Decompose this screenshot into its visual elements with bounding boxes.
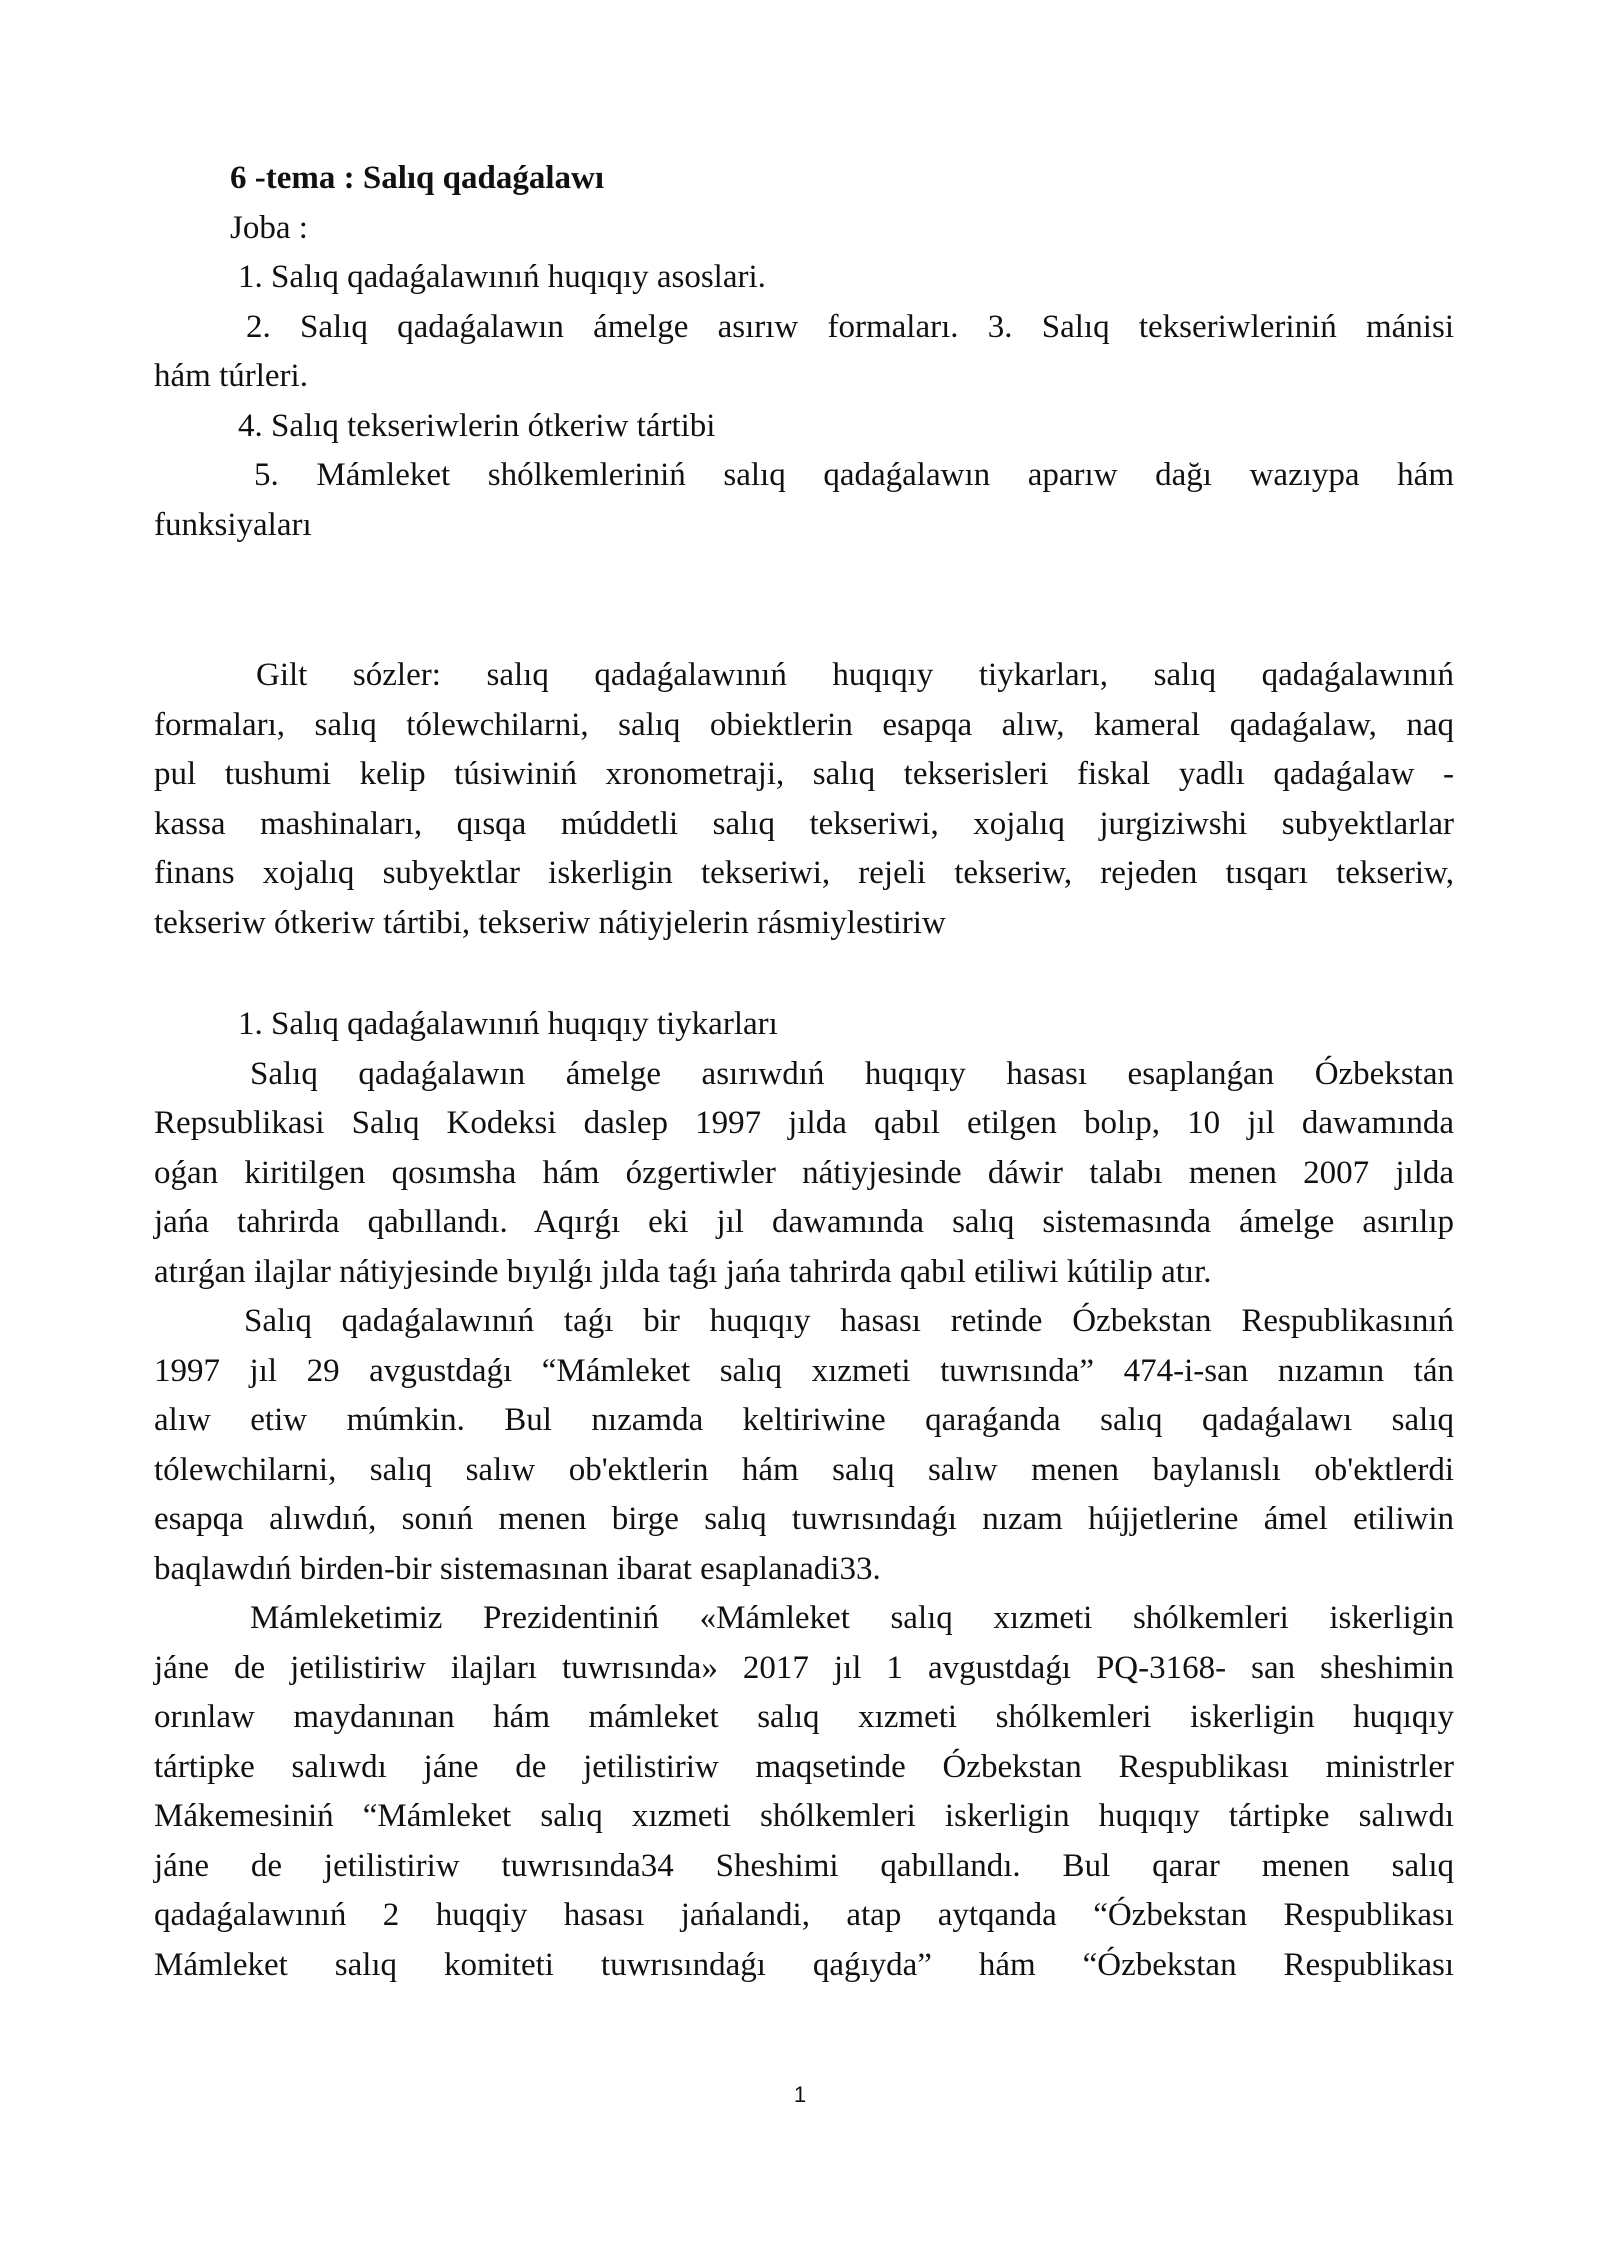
page-number: 1	[793, 2082, 807, 2107]
paragraph-line: jáne de jetilistiriw tuwrısında34 Sheshimi qabıllandı. Bul qarar menen salıq	[154, 1847, 1454, 1884]
paragraph-line: esapqa alıwdıń, sonıń menen birge salıq tuwrısındaǵı nızam hújjetlerine ámel etiliwin	[154, 1501, 1454, 1537]
section-heading: 1. Salıq qadaǵalawınıń huqıqıy tiykarları	[238, 1006, 778, 1042]
plan-item: 1. Salıq qadaǵalawınıń huqıqıy asoslari.	[238, 259, 766, 295]
paragraph-line: qadaǵalawınıń 2 huqqiy hasası jańalandi, atap aytqanda “Ózbekstan Respublikası	[154, 1897, 1454, 1933]
plan-label: Joba :	[230, 209, 308, 246]
plan-item: 5. Mámleket shólkemleriniń salıq qadaǵalawın aparıw dağı wazıypa hám	[254, 457, 1454, 493]
keywords-line: formaları, salıq tólewchilarni, salıq obiektlerin esapqa alıw, kameral qadaǵalaw, naq	[154, 706, 1454, 743]
paragraph-line: Salıq qadaǵalawın ámelge asırıwdıń huqıqıy hasası esaplanǵan Ózbekstan	[250, 1055, 1454, 1092]
plan-item: 2. Salıq qadaǵalawın ámelge asırıw formaları. 3. Salıq tekseriwleriniń mánisi	[246, 308, 1454, 345]
paragraph-line: tártipke salıwdı jáne de jetilistiriw maqsetinde Ózbekstan Respublikası ministrler	[154, 1748, 1454, 1785]
paragraph-line: oǵan kiritilgen qosımsha hám ózgertiwler nátiyjesinde dáwir talabı menen 2007 jılda	[154, 1154, 1454, 1191]
keywords-line: Gilt sózler: salıq qadaǵalawınıń huqıqıy tiykarları, salıq qadaǵalawınıń	[256, 657, 1454, 693]
paragraph-line: alıw etiw múmkin. Bul nızamda keltiriwine qaraǵanda salıq qadaǵalawı salıq	[154, 1402, 1454, 1438]
keywords-section	[154, 651, 1454, 948]
keywords-line: pul tushumi kelip túsiwiniń xronometraji, salıq tekserisleri fiskal yadlı qadaǵalaw -	[154, 756, 1454, 792]
keywords-line: finans xojalıq subyektlar iskerligin tekseriwi, rejeli tekseriw, rejeden tısqarı tekseriw,	[154, 855, 1454, 891]
plan-item-continuation: hám túrleri.	[154, 358, 308, 394]
plan-item: 4. Salıq tekseriwlerin ótkeriw tártibi	[238, 407, 716, 444]
paragraph-line: baqlawdıń birden-bir sistemasınan ibarat esaplanadi33.	[154, 1550, 881, 1587]
paragraph-line: Repsublikasi Salıq Kodeksi daslep 1997 jılda qabıl etilgen bolıp, 10 jıl dawamında	[154, 1105, 1454, 1141]
paragraph-line: atırǵan ilajlar nátiyjesinde bıyılǵı jılda taǵı jańa tahrirda qabıl etiliwi kútilip atır.	[154, 1253, 1212, 1290]
paragraph-line: tólewchilarni, salıq salıw ob'ektlerin hám salıq salıw menen baylanıslı ob'ektlerdi	[154, 1451, 1454, 1488]
plan-item-continuation: funksiyaları	[154, 506, 312, 543]
paragraph-line: jańa tahrirda qabıllandı. Aqırǵı eki jıl dawamında salıq sistemasında ámelge asırılıp	[154, 1204, 1454, 1240]
section-1	[154, 1000, 1454, 1990]
paragraph-line: 1997 jıl 29 avgustdaǵı “Mámleket salıq xızmeti tuwrısında” 474-i-san nızamın tán	[154, 1352, 1454, 1389]
paragraph-line: Mámleketimiz Prezidentiniń «Mámleket salıq xızmeti shólkemleri iskerligin	[250, 1600, 1454, 1636]
page-title: 6 -tema : Salıq qadaǵalawı	[230, 160, 605, 196]
paragraph-line: orınlaw maydanınan hám mámleket salıq xızmeti shólkemleri iskerligin huqıqıy	[154, 1699, 1454, 1735]
paragraph-line: Salıq qadaǵalawınıń taǵı bir huqıqıy hasası retinde Ózbekstan Respublikasınıń	[244, 1303, 1454, 1339]
keywords-line: tekseriw ótkeriw tártibi, tekseriw nátiyjelerin rásmiylestiriw	[154, 904, 946, 941]
paragraph-line: jáne de jetilistiriw ilajları tuwrısında» 2017 jıl 1 avgustdaǵı PQ-3168- san sheshimin	[154, 1649, 1454, 1686]
paragraph-line: Mákemesiniń “Mámleket salıq xızmeti shólkemleri iskerligin huqıqıy tártipke salıwdı	[154, 1798, 1454, 1834]
paragraph-line: Mámleket salıq komiteti tuwrısındaǵı qaǵıyda” hám “Ózbekstan Respublikası	[154, 1946, 1454, 1983]
plan-section	[154, 154, 1454, 550]
keywords-line: kassa mashinaları, qısqa múddetli salıq tekseriwi, xojalıq jurgiziwshi subyektlarlar	[154, 805, 1454, 842]
